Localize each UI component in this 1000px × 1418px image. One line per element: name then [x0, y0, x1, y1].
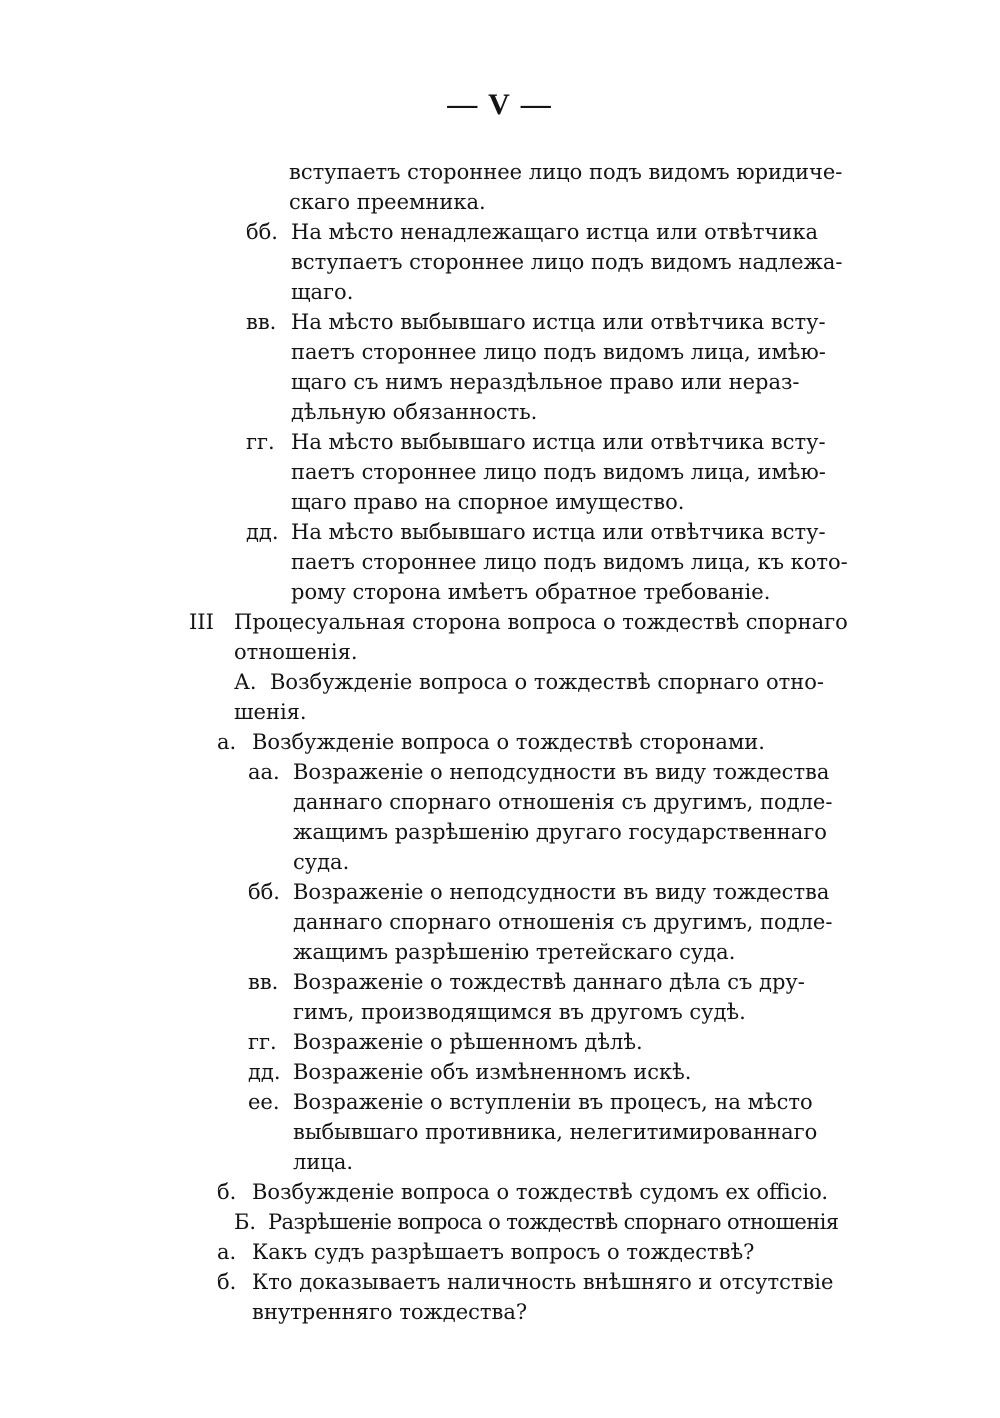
line-text: Возраженіе о неподсудности въ виду тождества — [293, 760, 830, 784]
line-text: дѣльную обязанность. — [291, 400, 538, 424]
line-text: Возраженіе о тождествѣ даннаго дѣла съ дру- — [293, 970, 805, 994]
line-text: щаго право на спорное имущество. — [291, 490, 685, 514]
line-text: лица. — [293, 1150, 354, 1174]
text-line — [0, 727, 1000, 757]
text-line — [0, 337, 1000, 367]
line-text: Возбужденіе вопроса о тождествѣ сторонами. — [252, 730, 765, 754]
list-marker: ее. — [248, 1090, 280, 1114]
list-marker: гг. — [248, 1030, 277, 1054]
line-text: выбывшаго противника, нелегитимированнаго — [293, 1120, 818, 1144]
line-text: жащимъ разрѣшенію другаго государственнаго — [293, 820, 827, 844]
text-line — [0, 607, 1000, 637]
line-text: Кто доказываетъ наличность внѣшняго и отсутствіе — [252, 1270, 834, 1294]
line-text: суда. — [293, 850, 350, 874]
line-text: жащимъ разрѣшенію третейскаго суда. — [293, 940, 736, 964]
text-line — [0, 427, 1000, 457]
text-line — [0, 1147, 1000, 1177]
text-line — [0, 307, 1000, 337]
text-line — [0, 277, 1000, 307]
text-line — [0, 877, 1000, 907]
line-text: Возраженіе о рѣшенномъ дѣлѣ. — [293, 1030, 643, 1054]
text-line — [0, 1117, 1000, 1147]
text-line — [0, 1057, 1000, 1087]
text-line — [0, 817, 1000, 847]
text-line — [0, 787, 1000, 817]
line-text: паетъ стороннее лицо подъ видомъ лица, имѣю- — [291, 340, 826, 364]
line-text: скаго преемника. — [289, 190, 486, 214]
text-line — [0, 667, 1000, 697]
text-line — [0, 1207, 1000, 1237]
list-marker: б. — [217, 1270, 237, 1294]
line-text: вступаетъ стороннее лицо подъ видомъ юридиче- — [289, 160, 843, 184]
line-text: рому сторона имѣетъ обратное требованіе. — [291, 580, 771, 604]
line-text: На мѣсто выбывшаго истца или отвѣтчика всту- — [291, 430, 826, 454]
line-text: На мѣсто выбывшаго истца или отвѣтчика всту- — [291, 520, 826, 544]
line-text: Какъ судъ разрѣшаетъ вопросъ о тождествѣ? — [252, 1240, 755, 1264]
line-text: шенія. — [234, 700, 307, 724]
text-line — [0, 217, 1000, 247]
list-marker: дд. — [248, 1060, 281, 1084]
list-marker: Б. — [234, 1210, 257, 1234]
text-line — [0, 997, 1000, 1027]
list-marker: бб. — [246, 220, 278, 244]
text-line — [0, 517, 1000, 547]
line-text: Разрѣшеніе вопроса о тождествѣ спорнаго отношенія — [268, 1210, 839, 1234]
text-line — [0, 1177, 1000, 1207]
list-marker: III — [189, 610, 214, 634]
text-line — [0, 457, 1000, 487]
line-text: щаго съ нимъ нераздѣльное право или нераз- — [291, 370, 800, 394]
line-text: щаго. — [291, 280, 354, 304]
page-number: — V — — [447, 88, 553, 121]
list-marker: дд. — [246, 520, 279, 544]
text-line — [0, 487, 1000, 517]
line-text: даннаго спорнаго отношенія съ другимъ, подле- — [293, 790, 833, 814]
line-text: Возбужденіе вопроса о тождествѣ судомъ ex officio. — [252, 1180, 829, 1204]
text-line — [0, 577, 1000, 607]
list-marker: вв. — [246, 310, 277, 334]
text-line — [0, 847, 1000, 877]
line-text: Возраженіе о неподсудности въ виду тождества — [293, 880, 830, 904]
text-line — [0, 637, 1000, 667]
list-marker: бб. — [248, 880, 280, 904]
text-line — [0, 367, 1000, 397]
list-marker: вв. — [248, 970, 279, 994]
text-line — [0, 967, 1000, 997]
list-marker: гг. — [246, 430, 275, 454]
text-line — [0, 757, 1000, 787]
line-text: Возраженіе о вступленіи въ процесъ, на мѣсто — [293, 1090, 813, 1114]
line-text: вступаетъ стороннее лицо подъ видомъ надлежа- — [291, 250, 843, 274]
line-text: Возбужденіе вопроса о тождествѣ спорнаго отно- — [270, 670, 824, 694]
list-marker: а. — [217, 730, 237, 754]
list-marker: А. — [234, 670, 257, 694]
text-line — [0, 187, 1000, 217]
text-line — [0, 937, 1000, 967]
text-line — [0, 1027, 1000, 1057]
line-text: На мѣсто выбывшаго истца или отвѣтчика всту- — [291, 310, 826, 334]
text-line — [0, 247, 1000, 277]
text-line — [0, 1267, 1000, 1297]
list-marker: аа. — [248, 760, 280, 784]
line-text: внутренняго тождества? — [252, 1300, 528, 1324]
text-line — [0, 397, 1000, 427]
list-marker: б. — [217, 1180, 237, 1204]
line-text: паетъ стороннее лицо подъ видомъ лица, къ кото- — [291, 550, 848, 574]
line-text: отношенія. — [234, 640, 358, 664]
list-marker: а. — [217, 1240, 237, 1264]
line-text: даннаго спорнаго отношенія съ другимъ, подле- — [293, 910, 833, 934]
text-line — [0, 1237, 1000, 1267]
line-text: Процесуальная сторона вопроса о тождествѣ спорнаго — [234, 610, 848, 634]
line-text: паетъ стороннее лицо подъ видомъ лица, имѣю- — [291, 460, 826, 484]
text-line — [0, 547, 1000, 577]
line-text: Возраженіе объ измѣненномъ искѣ. — [293, 1060, 692, 1084]
line-text: На мѣсто ненадлежащаго истца или отвѣтчика — [291, 220, 819, 244]
text-line — [0, 157, 1000, 187]
text-line — [0, 1297, 1000, 1327]
line-text: гимъ, производящимся въ другомъ судѣ. — [293, 1000, 746, 1024]
text-line — [0, 697, 1000, 727]
text-line — [0, 1087, 1000, 1117]
text-line — [0, 907, 1000, 937]
